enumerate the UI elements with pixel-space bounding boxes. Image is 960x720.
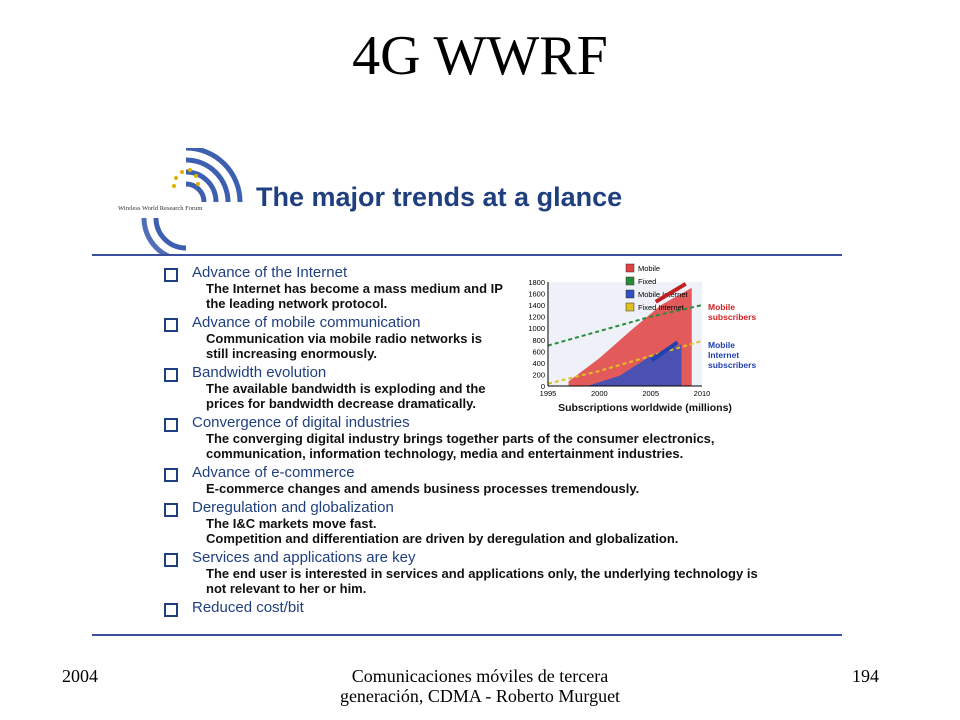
footer-course: Comunicaciones móviles de tercera generación, CDMA - Roberto Murguet — [339, 666, 621, 706]
trend-title: Services and applications are key — [192, 549, 416, 566]
y-tick-label: 1400 — [528, 301, 545, 311]
y-tick-label: 600 — [532, 347, 545, 357]
y-tick-label: 400 — [532, 358, 545, 368]
legend-label: Mobile Internet — [638, 290, 688, 299]
square-bullet-icon — [164, 553, 178, 567]
footer-year: 2004 — [62, 666, 98, 686]
y-tick-label: 1600 — [528, 289, 545, 299]
trend-item — [162, 464, 762, 496]
trend-title: Deregulation and globalization — [192, 499, 394, 516]
trend-title: Advance of the Internet — [192, 264, 348, 281]
y-tick-label: 0 — [540, 382, 545, 391]
trend-item — [162, 499, 762, 546]
x-tick-label: 1995 — [539, 389, 557, 398]
trend-description: The available bandwidth is exploding and the prices for bandwidth decrease dramatically. — [206, 381, 486, 411]
legend-label: Fixed Internet — [638, 303, 684, 312]
legend-swatch — [626, 303, 634, 311]
trend-title: Advance of mobile communication — [192, 314, 421, 331]
legend-label: Mobile — [638, 264, 661, 273]
legend-swatch — [626, 290, 634, 298]
trend-title: Advance of e-commerce — [192, 464, 355, 481]
legend-swatch — [626, 264, 634, 272]
slide-title: 4G WWRF — [352, 25, 608, 87]
trend-description: The converging digital industry brings together parts of the consumer electronics, communication, information technology, media and entertainment industries. — [206, 431, 715, 461]
legend-swatch — [626, 277, 634, 285]
square-bullet-icon — [164, 318, 178, 332]
x-axis-label: Subscriptions worldwide (millions) — [558, 402, 732, 414]
square-bullet-icon — [164, 468, 178, 482]
legend-label: Fixed — [638, 277, 657, 286]
annotation-mobile-subscribers: Mobile subscribers — [708, 302, 757, 322]
panel-heading: The major trends at a glance — [256, 182, 623, 212]
square-bullet-icon — [164, 268, 178, 282]
x-tick-label: 2000 — [590, 389, 608, 398]
square-bullet-icon — [164, 418, 178, 432]
trend-title: Convergence of digital industries — [192, 414, 410, 431]
x-tick-label: 2005 — [642, 389, 660, 398]
y-tick-label: 800 — [532, 335, 545, 345]
square-bullet-icon — [164, 368, 178, 382]
trend-description: E-commerce changes and amends business processes tremendously. — [206, 481, 640, 496]
trend-title: Reduced cost/bit — [192, 599, 304, 616]
divider-bottom — [92, 634, 842, 636]
trend-description: The Internet has become a mass medium and IP the leading network protocol. — [206, 281, 503, 311]
footer-page-number: 194 — [852, 666, 879, 686]
subscriptions-chart — [512, 258, 812, 426]
wwrf-logo — [116, 148, 244, 254]
trend-title: Bandwidth evolution — [192, 364, 327, 381]
y-tick-label: 200 — [532, 370, 545, 380]
y-tick-label: 1800 — [528, 278, 545, 287]
trend-item — [162, 599, 762, 616]
trend-description: The end user is interested in services and applications only, the underlying technology is not relevant to her or him. — [206, 566, 758, 596]
annotation-mobile-internet-subscribers: Mobile Internet subscribers — [708, 340, 757, 370]
trend-description: The I&C markets move fast. Competition and differentiation are driven by deregulation and globalization. — [206, 516, 679, 546]
square-bullet-icon — [164, 603, 178, 617]
logo-text: Wireless World Research Forum — [118, 205, 203, 212]
y-tick-label: 1200 — [528, 312, 545, 322]
trend-description: Communication via mobile radio networks is still increasing enormously. — [206, 331, 482, 361]
embedded-slide-image — [92, 140, 844, 640]
y-tick-label: 1000 — [528, 324, 545, 334]
x-tick-label: 2010 — [693, 389, 711, 398]
divider-top — [92, 254, 842, 256]
trend-item — [162, 549, 762, 596]
square-bullet-icon — [164, 503, 178, 517]
